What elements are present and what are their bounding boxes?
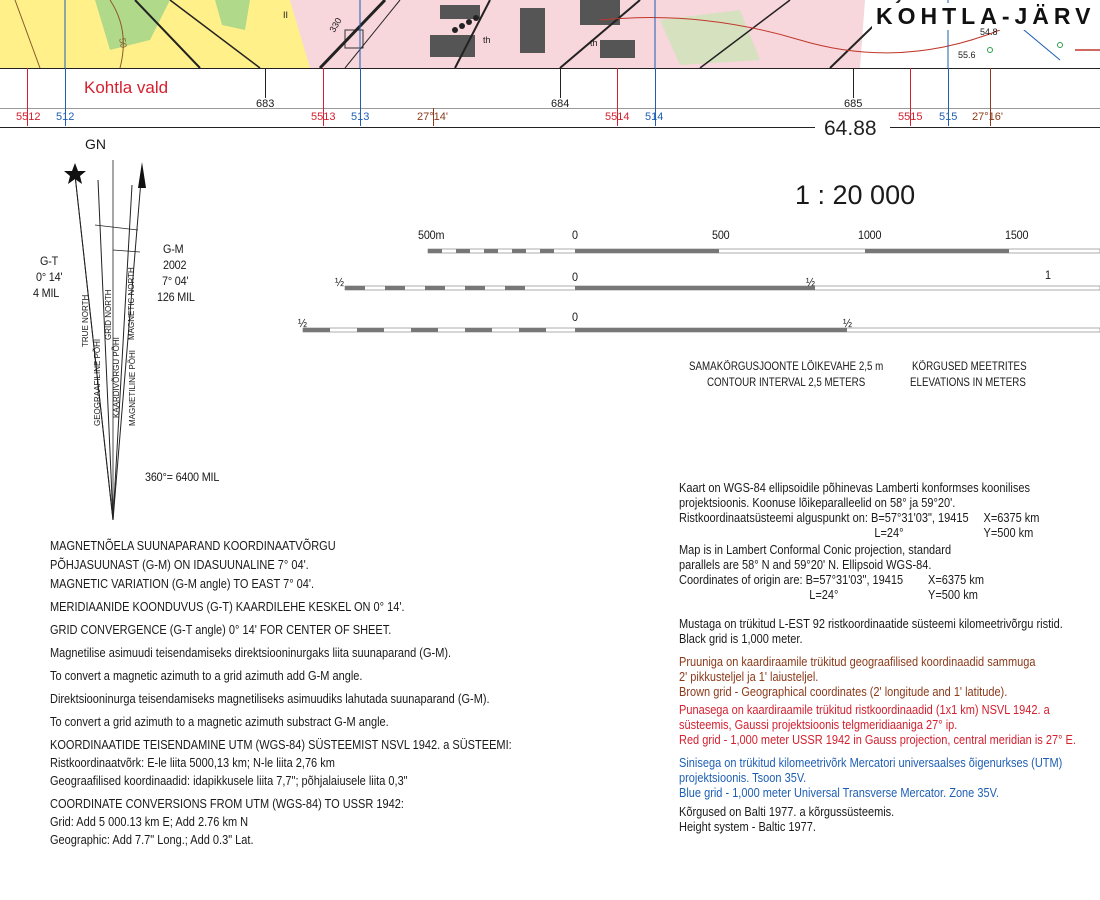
grid-tick-red: 5513 — [311, 111, 336, 123]
elevation-unit-en: ELEVATIONS IN METERS — [910, 377, 1026, 389]
note-line: Grid: Add 5 000.13 km E; Add 2.76 km N — [50, 815, 249, 829]
building — [520, 8, 545, 53]
sheet-neatline — [0, 127, 815, 128]
gt-angle: 0° 14' — [36, 270, 63, 284]
note-line: Red grid - 1,000 meter USSR 1942 in Gauss projection, central meridian is 27° E. — [679, 733, 1076, 747]
scale-label: 0 — [572, 310, 578, 324]
note-line: Geograafilised koordinaadid: idapikkusele liita 7,7"; põhjalaiusele liita 0,3" — [50, 774, 408, 788]
map-symbol-label: th — [483, 35, 491, 45]
note-line: Kaart on WGS-84 ellipsoidile põhinevas Lamberti konformses koonilises — [679, 481, 1030, 495]
note-line: L=24° — [809, 588, 839, 602]
note-line: Y=500 km — [983, 526, 1034, 540]
scale-label: ½ — [335, 275, 344, 289]
note-line: Geographic: Add 7.7" Long.; Add 0.3" Lat. — [50, 833, 254, 847]
elevation-label: 54.8 — [980, 27, 998, 37]
note-line: Coordinates of origin are: B=57°31'03", 19415 — [679, 573, 904, 587]
geographic-north-et: GEOGRAAFILINE PÕHI — [93, 338, 102, 426]
contour-interval-et: SAMAKÕRGUSJOONTE LÕIKEVAHE 2,5 m — [689, 361, 884, 373]
map-frame-inner — [0, 68, 1100, 69]
scale-label: ½ — [843, 316, 852, 330]
magnetic-north-et: MAGNETILINE PÕHI — [128, 349, 137, 426]
gm-angle: 7° 04' — [162, 274, 189, 288]
scale-label: 1500 — [1005, 228, 1029, 242]
note-line: Direktsiooninurga teisendamiseks magnetiliseks asimuudiks lahutada suunaparand (G-M). — [50, 692, 490, 706]
gm-mil: 126 MIL — [157, 290, 195, 304]
scale-label: ½ — [806, 275, 815, 289]
magnetic-north-label: MAGNETIC NORTH — [127, 267, 136, 340]
note-line: Kõrgused on Balti 1977. a kõrgussüsteemis. — [679, 805, 895, 819]
note-line: projektsioonis. Koonuse lõikeparalleelid on 58° ja 59°20'. — [679, 496, 956, 510]
scale-ratio: 1 : 20 000 — [795, 180, 916, 210]
grid-tick-red: 5512 — [16, 111, 41, 123]
note-line: To convert a grid azimuth to a magnetic azimuth substract G-M angle. — [50, 715, 389, 729]
magnetic-arrowhead — [138, 162, 146, 188]
note-line: Pruuniga on kaardiraamile trükitud geograafilised koordinaadid sammuga — [679, 655, 1036, 669]
grid-tick-black: 683 — [256, 98, 275, 110]
contour-interval-en: CONTOUR INTERVAL 2,5 METERS — [707, 377, 866, 389]
grid-tick-blue: 513 — [351, 111, 370, 123]
scale-bars — [300, 245, 1100, 340]
elevation-label: 55.6 — [958, 50, 976, 60]
note-line: X=6375 km — [983, 511, 1040, 525]
note-line: Magnetilise asimuudi teisendamiseks direktsiooninurgaks liita suunaparand (G-M). — [50, 646, 452, 660]
gn-label: GN — [85, 136, 106, 152]
geo-tick: 27°14' — [417, 111, 448, 123]
note-line: Mustaga on trükitud L-EST 92 ristkoordinaatide süsteemi kilomeetrivõrgu ristid. — [679, 617, 1063, 631]
note-line: süsteemis, Gaussi projektsioonis telgmeridiaaniga 27° ip. — [679, 718, 958, 732]
note-line: MAGNETIC VARIATION (G-M angle) TO EAST 7° 04'. — [50, 577, 315, 591]
note-line: projektsioonis. Tsoon 35V. — [679, 771, 807, 785]
scale-label: 1000 — [858, 228, 882, 242]
geo-tick: 27°16' — [972, 111, 1003, 123]
grid-north-label: GRID NORTH — [104, 289, 113, 340]
grid-tick-blue: 514 — [645, 111, 664, 123]
note-line: GRID CONVERGENCE (G-T angle) 0° 14' FOR CENTER OF SHEET. — [50, 623, 392, 637]
note-line: Ristkoordinaatvõrk: E-le liita 5000,13 km; N-le liita 2,76 km — [50, 756, 335, 770]
gt-mil: 4 MIL — [33, 286, 60, 300]
sheet-value: 64.88 — [824, 117, 877, 140]
contour-value: 330 — [327, 15, 344, 35]
note-line: Blue grid - 1,000 meter Universal Transverse Mercator. Zone 35V. — [679, 786, 999, 800]
grid-tick-black: 685 — [844, 98, 863, 110]
note-line: Sinisega on trükitud kilomeetrivõrk Mercatori universaalses õigenurkses (UTM) — [679, 756, 1063, 770]
grid-tick-blue: 512 — [56, 111, 75, 123]
note-line: Brown grid - Geographical coordinates (2' longitude and 1' latitude). — [679, 685, 1008, 699]
note-line: Height system - Baltic 1977. — [679, 820, 816, 834]
scale-label: 0 — [572, 270, 578, 284]
polaris-star-icon — [64, 163, 86, 184]
grid-north-et: KAARDIVÕRGU PÕHI — [112, 337, 121, 418]
scale-label: 500m — [418, 228, 445, 242]
note-line: MAGNETNÕELA SUUNAPARAND KOORDINAATVÕRGU — [50, 539, 336, 553]
note-line: Ristkoordinaatsüsteemi alguspunkt on: B=57°31'03", 19415 — [679, 511, 969, 525]
scale-label: 500 — [712, 228, 730, 242]
declination-notes — [50, 539, 512, 848]
map-frame-outer — [0, 108, 1100, 109]
note-line: COORDINATE CONVERSIONS FROM UTM (WGS-84) TO USSR 1942: — [50, 797, 404, 811]
grid-tick-red: 5515 — [898, 111, 923, 123]
elevation-unit-et: KÕRGUSED MEETRITES — [912, 361, 1027, 373]
gm-label: G-M — [163, 242, 184, 256]
sheet-neatline — [890, 127, 1100, 128]
note-line: X=6375 km — [928, 573, 985, 587]
grid-tick-black: 684 — [551, 98, 570, 110]
scale-label: 1 — [1045, 268, 1051, 282]
gt-label: G-T — [40, 254, 59, 268]
map-symbol-label: th — [590, 38, 598, 48]
place-name: KOHTLA-JÄRV — [872, 3, 1099, 30]
note-line: MERIDIAANIDE KOONDUVUS (G-T) KAARDILEHE KESKEL ON 0° 14'. — [50, 600, 405, 614]
note-line: 2' pikkusteljel ja 1' laiusteljel. — [679, 670, 819, 684]
projection-notes — [679, 481, 1100, 835]
map-symbol-label: II — [283, 10, 289, 20]
map-excerpt — [0, 0, 1100, 68]
note-line: To convert a magnetic azimuth to a grid azimuth add G-M angle. — [50, 669, 363, 683]
grid-tick-blue: 515 — [939, 111, 958, 123]
building — [430, 35, 475, 57]
note-line: Black grid is 1,000 meter. — [679, 632, 803, 646]
gm-year: 2002 — [163, 258, 187, 272]
true-north-label: TRUE NORTH — [81, 294, 90, 347]
note-line: Y=500 km — [928, 588, 978, 602]
scale-label: 0 — [572, 228, 578, 242]
grid-tick-red: 5514 — [605, 111, 630, 123]
mil-note: 360°= 6400 MIL — [145, 470, 220, 484]
building — [600, 40, 635, 58]
note-line: Punasega on kaardiraamile trükitud ristkoordinaadid (1x1 km) NSVL 1942. a — [679, 703, 1050, 717]
district-label: Kohtla vald — [84, 78, 169, 97]
note-line: Map is in Lambert Conformal Conic projection, standard — [679, 543, 952, 557]
note-line: parallels are 58° N and 59°20' N. Ellipsoid WGS-84. — [679, 558, 932, 572]
note-line: KOORDINAATIDE TEISENDAMINE UTM (WGS-84) SÜSTEEMIST NSVL 1942. a SÜSTEEMI: — [50, 738, 512, 752]
contour-value: 50 — [117, 37, 129, 49]
scale-label: ½ — [298, 316, 307, 330]
note-line: PÕHJASUUNAST (G-M) ON IDASUUNALINE 7° 04'. — [50, 558, 309, 572]
note-line: L=24° — [874, 526, 904, 540]
